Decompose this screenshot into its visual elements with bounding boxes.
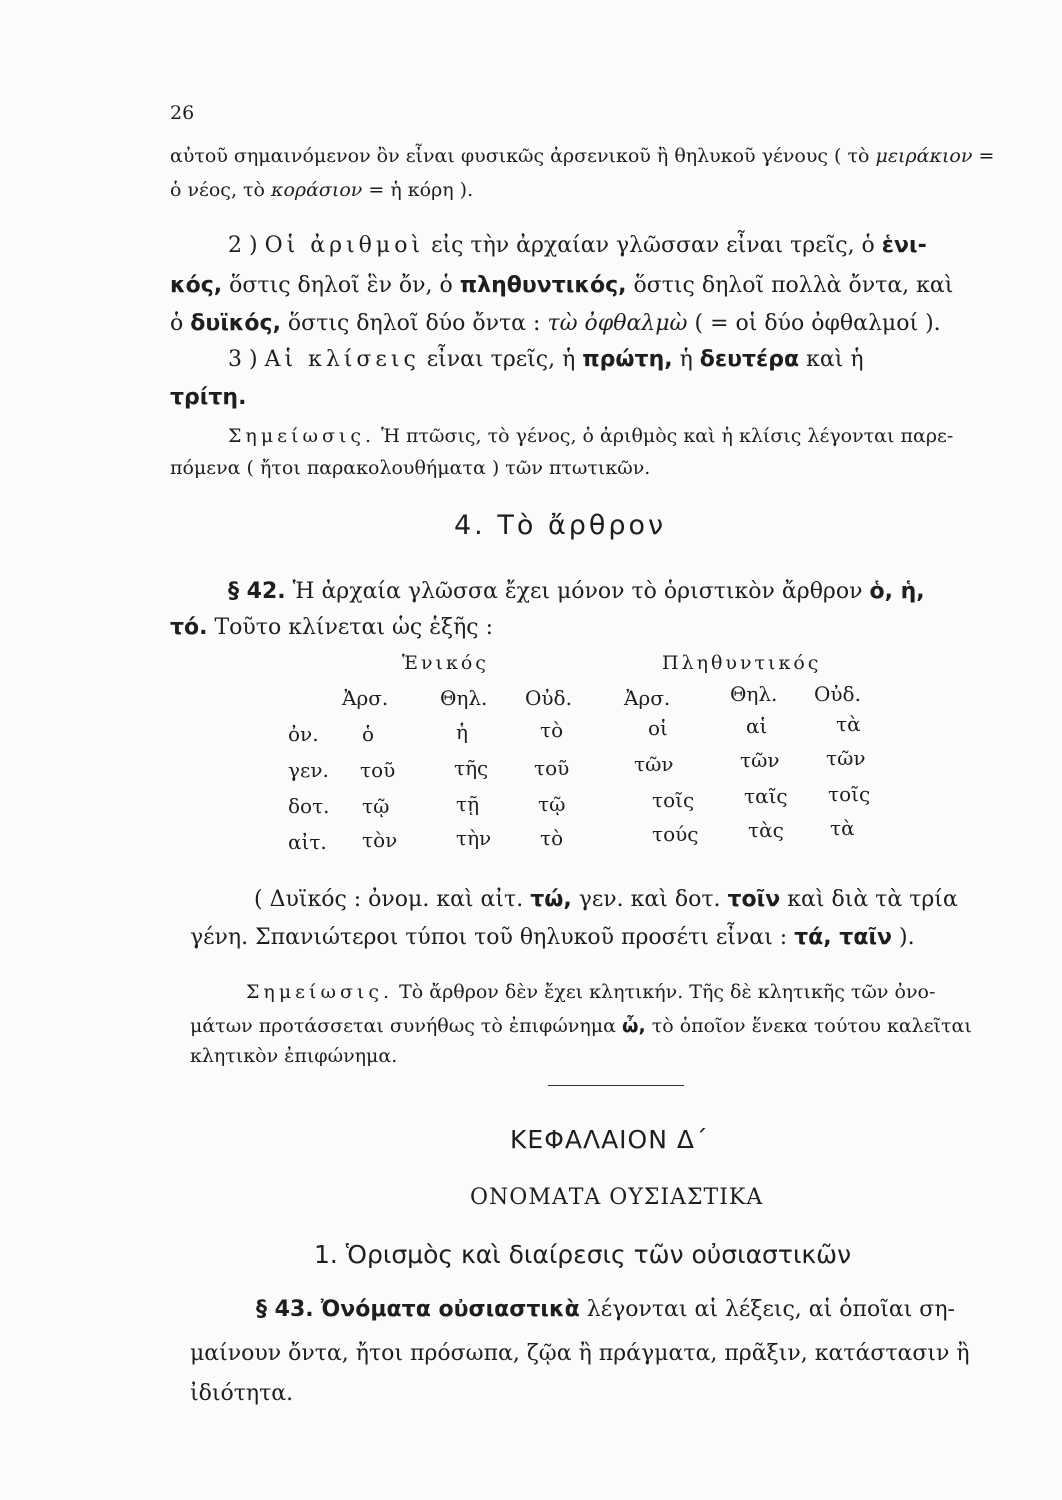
horizontal-rule: [548, 1085, 684, 1086]
note-line: μάτων προτάσσεται συνήθως τὸ ἐπιφώνημα ὦ, τὸ ὁποῖον ἕνεκα τούτου καλεῖται: [190, 1015, 972, 1037]
table-group-plural: Πληθυντικός: [662, 652, 822, 674]
section-heading: 1. Ὁρισμὸς καὶ διαίρεσις τῶν οὐσιαστικῶν: [314, 1240, 852, 1269]
note-line: πόμενα ( ἤτοι παρακολουθήματα ) τῶν πτωτικῶν.: [170, 457, 651, 479]
paragraph-line: κός, ὅστις δηλοῖ ἓν ὄν, ὁ πληθυντικός, ὅστις δηλοῖ πολλὰ ὄντα, καὶ: [170, 273, 954, 298]
table-cell: τὰς: [748, 818, 784, 842]
table-cell: τῷ: [362, 794, 390, 818]
table-cell: τὰ: [836, 712, 861, 736]
table-header-gender: Οὐδ.: [814, 682, 861, 706]
page-number: 26: [170, 102, 195, 124]
table-cell: ταῖς: [744, 784, 788, 808]
table-cell: τούς: [652, 822, 699, 846]
table-cell: ὁ: [362, 722, 375, 746]
table-cell: τῶν: [740, 748, 780, 772]
table-cell: τῷ: [538, 792, 566, 816]
chapter-title: ΚΕΦΑΛΑΙΟΝ Δ΄: [510, 1125, 709, 1154]
table-cell: τοῖς: [828, 782, 871, 806]
paragraph-line: μαίνουν ὄντα, ἤτοι πρόσωπα, ζῷα ἢ πράγματα, πρᾶξιν, κατάστασιν ἢ: [190, 1341, 970, 1366]
table-cell: αἱ: [746, 714, 768, 738]
note-line: κλητικὸν ἐπιφώνημα.: [190, 1045, 398, 1067]
table-cell: τὸ: [540, 826, 564, 850]
paragraph-line: γένη. Σπανιώτεροι τύποι τοῦ θηλυκοῦ προσέτι εἶναι : τά, ταῖν ).: [190, 925, 915, 950]
table-cell: τὴν: [456, 826, 492, 850]
table-case-label: γεν.: [288, 758, 329, 782]
section-heading: 4. Τὸ ἄρθρον: [454, 510, 667, 541]
table-group-singular: Ἑνικός: [402, 652, 489, 674]
paragraph-line: τρίτη.: [170, 385, 247, 410]
dual-paragraph: ( Δυϊκός : ὀνομ. καὶ αἰτ. τώ, γεν. καὶ δοτ. τοῖν καὶ διὰ τὰ τρία: [254, 887, 958, 912]
table-cell: τὰ: [830, 816, 855, 840]
table-cell: τῶν: [634, 752, 674, 776]
table-case-label: αἰτ.: [288, 830, 327, 854]
chapter-subtitle: ΟΝΟΜΑΤΑ ΟΥΣΙΑΣΤΙΚΑ: [470, 1185, 764, 1210]
table-case-label: ὀν.: [288, 722, 319, 746]
table-cell: τοῦ: [534, 756, 570, 780]
table-cell: τῇ: [456, 792, 480, 816]
paragraph-line: ὁ δυϊκός, ὅστις δηλοῖ δύο ὄντα : τὼ ὀφθαλμὼ ( = οἱ δύο ὀφθαλμοί ).: [170, 311, 941, 336]
table-cell: τοῖς: [652, 788, 695, 812]
table-header-gender: Ἀρσ.: [342, 686, 389, 710]
paragraph-42: § 42. Ἡ ἀρχαία γλῶσσα ἔχει μόνον τὸ ὁριστικὸν ἄρθρον ὁ, ἡ,: [228, 579, 925, 604]
table-cell: τοῦ: [360, 758, 396, 782]
paragraph-line: ἰδιότητα.: [190, 1381, 294, 1406]
table-cell: τὸ: [540, 718, 564, 742]
table-cell: τῆς: [454, 756, 489, 780]
table-cell: τῶν: [826, 746, 866, 770]
paragraph-line: αὐτοῦ σημαινόμενον ὂν εἶναι φυσικῶς ἀρσενικοῦ ἢ θηλυκοῦ γένους ( τὸ μειράκιον =: [170, 145, 995, 167]
table-header-gender: Θηλ.: [730, 682, 778, 706]
table-cell: οἱ: [648, 716, 668, 740]
table-header-gender: Ἀρσ.: [624, 686, 671, 710]
note-paragraph: Σημείωσις. Ἡ πτῶσις, τὸ γένος, ὁ ἀριθμὸς καὶ ἡ κλίσις λέγονται παρε-: [228, 425, 954, 447]
table-cell: τὸν: [362, 828, 398, 852]
paragraph-line: τό. Τοῦτο κλίνεται ὡς ἑξῆς :: [170, 615, 494, 640]
paragraph-line: ὁ νέος, τὸ κοράσιον = ἡ κόρη ).: [170, 179, 474, 201]
table-cell: ἡ: [456, 720, 468, 744]
paragraph-declensions: 3 ) Αἱ κλίσεις εἶναι τρεῖς, ἡ πρώτη, ἡ δευτέρα καὶ ἡ: [228, 347, 864, 372]
table-header-gender: Θηλ.: [440, 686, 488, 710]
paragraph-numbers: 2 ) Οἱ ἀριθμοὶ εἰς τὴν ἀρχαίαν γλῶσσαν εἶναι τρεῖς, ὁ ἑνι-: [228, 233, 927, 258]
note-paragraph: Σημείωσις. Τὸ ἄρθρον δὲν ἔχει κλητικήν. Τῆς δὲ κλητικῆς τῶν ὀνο-: [246, 981, 936, 1003]
table-header-gender: Οὐδ.: [525, 686, 572, 710]
table-case-label: δοτ.: [288, 794, 330, 818]
paragraph-43: § 43. Ὀνόματα οὐσιαστικὰ λέγονται αἱ λέξεις, αἱ ὁποῖαι ση-: [256, 1297, 955, 1322]
